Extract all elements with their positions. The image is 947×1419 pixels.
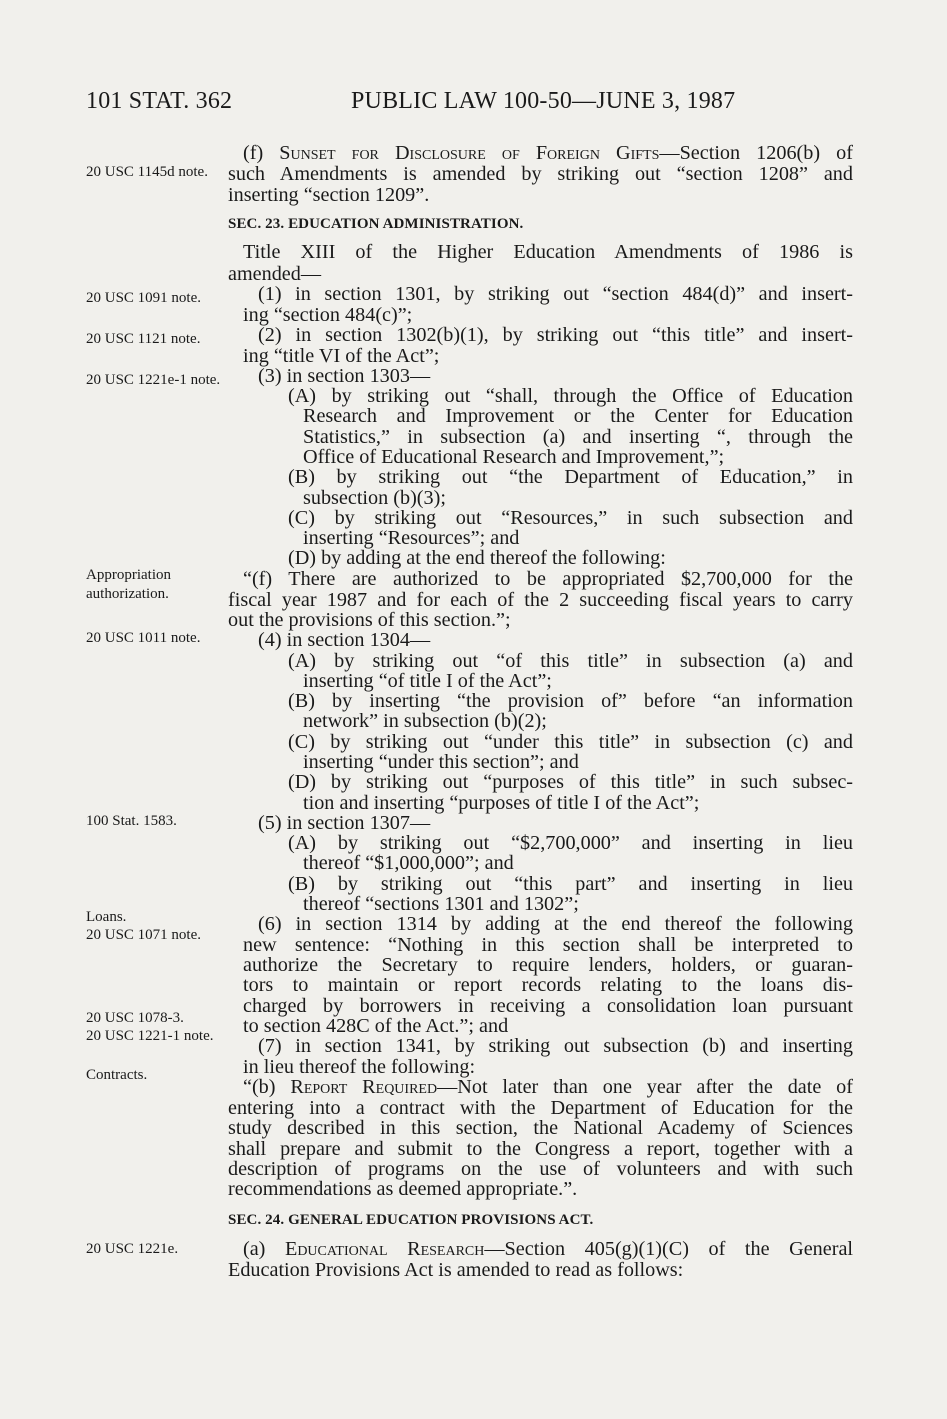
running-head: [86, 88, 866, 118]
body-line: (B) by inserting “the provision of” before “an information: [288, 690, 853, 712]
paragraph-heading: Sunset for Disclosure of Foreign Gifts: [279, 142, 660, 164]
body-line: subsection (b)(3);: [303, 487, 446, 509]
body-line: thereof “sections 1301 and 1302”;: [303, 893, 579, 915]
body-line: recommendations as deemed appropriate.”.: [228, 1178, 578, 1200]
margin-note: 20 USC 1071 note.: [86, 927, 202, 943]
paragraph-text: —Not later than one year after the date of: [437, 1076, 854, 1098]
body-line: tors to maintain or report records relating to the loans dis-: [243, 974, 853, 996]
body-line: inserting “section 1209”.: [228, 184, 430, 206]
body-line: inserting “Resources”; and: [303, 527, 520, 549]
body-line: Statistics,” in subsection (a) and inserting “, through the: [303, 426, 853, 448]
body-line: new sentence: “Nothing in this section shall be interpreted to: [243, 934, 853, 956]
margin-note: Loans.: [86, 909, 127, 925]
paragraph-heading: Educational Research: [284, 1238, 485, 1260]
body-line: authorize the Secretary to require lenders, holders, or guaran-: [243, 954, 853, 976]
body-line: to section 428C of the Act.”; and: [243, 1015, 509, 1037]
margin-note: 20 USC 1145d note.: [86, 164, 208, 180]
paragraph-designator: (f): [243, 142, 280, 164]
body-line: (A) by striking out “of this title” in subsection (a) and: [288, 650, 853, 672]
paragraph-designator: “(b): [243, 1076, 291, 1098]
body-line: network” in subsection (b)(2);: [303, 710, 547, 732]
section-heading: SEC. 24. GENERAL EDUCATION PROVISIONS ACT.: [228, 1212, 594, 1228]
body-line: out the provisions of this section.”;: [228, 609, 511, 631]
body-line: tion and inserting “purposes of title I of the Act”;: [303, 792, 700, 814]
body-line: Title XIII of the Higher Education Amendments of 1986 is: [243, 241, 853, 263]
body-line: [243, 1238, 853, 1260]
law-title-date: PUBLIC LAW 100-50—JUNE 3, 1987: [351, 88, 736, 114]
body-line: (A) by striking out “$2,700,000” and inserting in lieu: [288, 832, 853, 854]
body-line: (1) in section 1301, by striking out “section 484(d)” and insert-: [258, 283, 853, 305]
body-line: (C) by striking out “Resources,” in such subsection and: [288, 507, 853, 529]
paragraph-text: —Section 1206(b) of: [659, 142, 853, 164]
margin-note: Contracts.: [86, 1067, 148, 1083]
body-line: (B) by striking out “this part” and inserting in lieu: [288, 873, 853, 895]
margin-note: 20 USC 1221e-1 note.: [86, 372, 221, 388]
body-line: (2) in section 1302(b)(1), by striking out “this title” and insert-: [258, 324, 853, 346]
body-line: shall prepare and submit to the Congress a report, together with a: [228, 1138, 853, 1160]
body-line: Office of Educational Research and Improvement,”;: [303, 446, 725, 468]
body-line: (D) by adding at the end thereof the following:: [288, 547, 666, 569]
margin-note: 100 Stat. 1583.: [86, 813, 177, 829]
margin-note: 20 USC 1121 note.: [86, 331, 201, 347]
body-line: (6) in section 1314 by adding at the end thereof the following: [258, 913, 853, 935]
margin-note: 20 USC 1221-1 note.: [86, 1028, 214, 1044]
body-line: such Amendments is amended by striking out “section 1208” and: [228, 163, 853, 185]
body-line: ing “section 484(c)”;: [243, 304, 413, 326]
body-line: study described in this section, the National Academy of Sciences: [228, 1117, 853, 1139]
body-line: charged by borrowers in receiving a consolidation loan pursuant: [243, 995, 853, 1017]
body-line: inserting “of title I of the Act”;: [303, 670, 552, 692]
body-line: (5) in section 1307—: [258, 812, 431, 834]
paragraph-designator: (a): [243, 1238, 285, 1260]
body-line: entering into a contract with the Department of Education for the: [228, 1097, 853, 1119]
body-line: (7) in section 1341, by striking out subsection (b) and inserting: [258, 1035, 853, 1057]
margin-note: Appropriation authorization.: [86, 567, 171, 602]
body-line: Research and Improvement or the Center for Education: [303, 405, 853, 427]
body-line: (D) by striking out “purposes of this title” in such subsec-: [288, 771, 853, 793]
paragraph-text: —Section 405(g)(1)(C) of the General: [484, 1238, 854, 1260]
body-line: inserting “under this section”; and: [303, 751, 579, 773]
margin-note: 20 USC 1011 note.: [86, 630, 201, 646]
body-line: (4) in section 1304—: [258, 629, 431, 651]
margin-note: 20 USC 1091 note.: [86, 290, 202, 306]
body-line: fiscal year 1987 and for each of the 2 succeeding fiscal years to carry: [228, 589, 853, 611]
body-line: (C) by striking out “under this title” in subsection (c) and: [288, 731, 853, 753]
body-line: in lieu thereof the following:: [243, 1056, 476, 1078]
body-line: [243, 1076, 853, 1098]
body-line: amended—: [228, 263, 322, 285]
body-line: (A) by striking out “shall, through the Office of Education: [288, 385, 853, 407]
margin-note: 20 USC 1221e.: [86, 1241, 179, 1257]
paragraph-heading: Report Required: [290, 1076, 438, 1098]
body-line: ing “title VI of the Act”;: [243, 345, 440, 367]
body-line: Education Provisions Act is amended to read as follows:: [228, 1259, 684, 1281]
body-line: thereof “$1,000,000”; and: [303, 852, 514, 874]
body-line: description of programs on the use of volunteers and with such: [228, 1158, 853, 1180]
stat-page-number: 101 STAT. 362: [86, 88, 233, 114]
body-line: (3) in section 1303—: [258, 365, 431, 387]
section-heading: SEC. 23. EDUCATION ADMINISTRATION.: [228, 216, 524, 232]
margin-note: 20 USC 1078-3.: [86, 1010, 184, 1026]
body-line: (B) by striking out “the Department of Education,” in: [288, 466, 853, 488]
body-line: “(f) There are authorized to be appropriated $2,700,000 for the: [243, 568, 853, 590]
body-line: [243, 142, 853, 164]
